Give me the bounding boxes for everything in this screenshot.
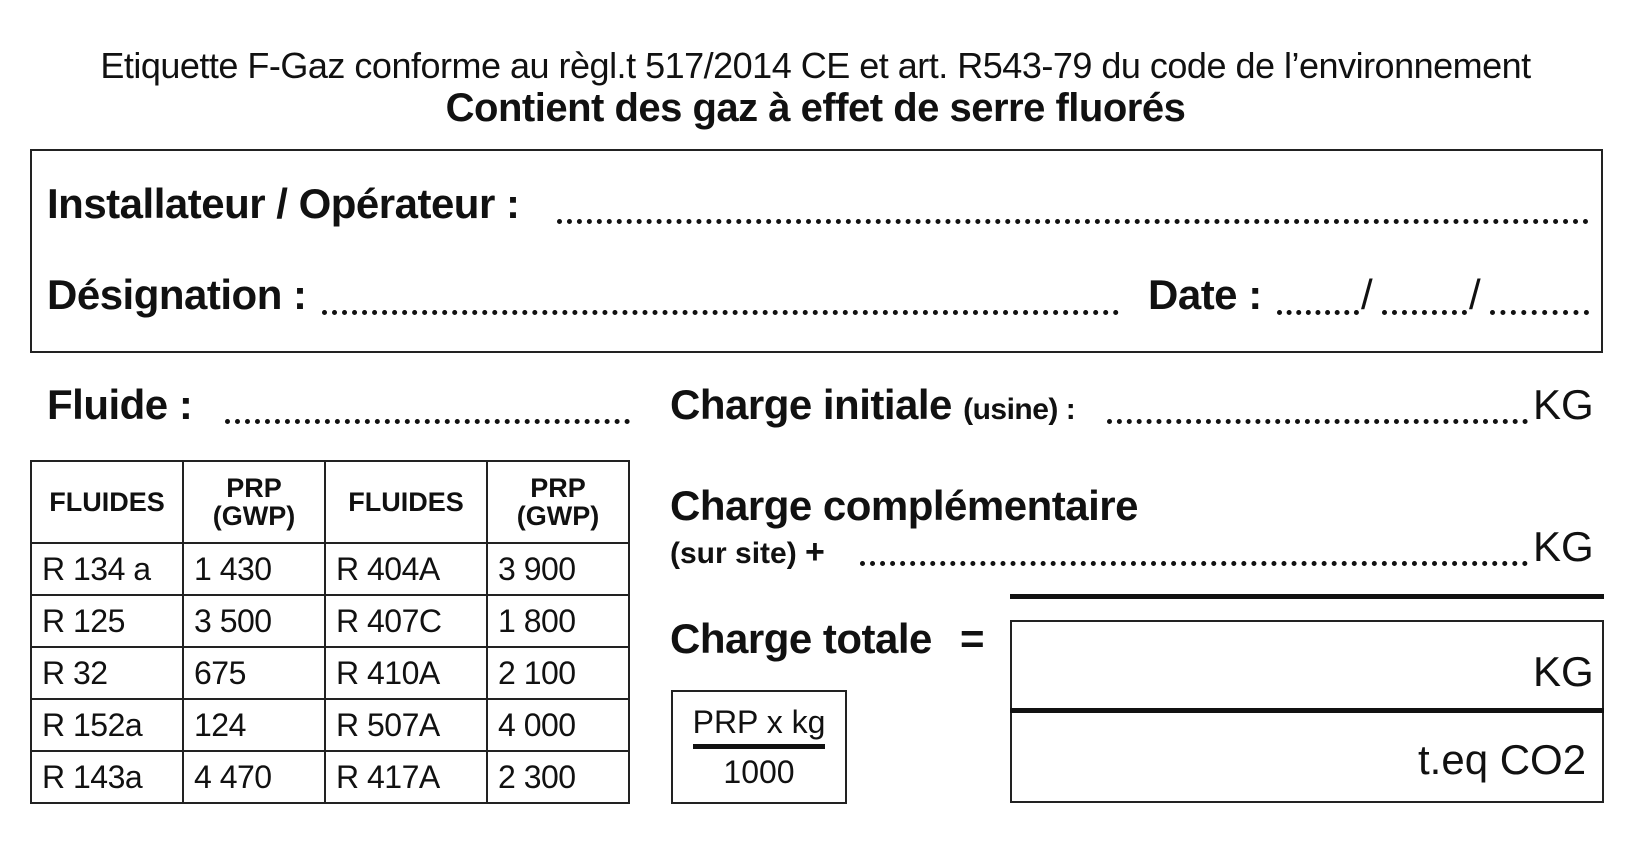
sum-line: [1010, 594, 1604, 599]
table-row: [31, 647, 629, 699]
table-cell: R 143a: [31, 751, 183, 803]
initial-charge-field[interactable]: [1107, 419, 1528, 424]
installer-field[interactable]: [557, 219, 1589, 224]
designation-label: Désignation :: [47, 271, 307, 318]
date-day-field[interactable]: [1277, 310, 1359, 315]
table-cell: R 404A: [325, 543, 487, 595]
date-year-field[interactable]: [1490, 310, 1589, 315]
total-divider: [1010, 708, 1604, 713]
site-note: (sur site): [670, 537, 797, 570]
total-co2-unit: t.eq CO2: [1418, 736, 1587, 783]
fluid-label: Fluide :: [47, 381, 193, 428]
table-row: [31, 543, 629, 595]
table-cell: 124: [183, 699, 325, 751]
complementary-charge-label: Charge complémentaire: [670, 482, 1138, 529]
table-cell: 3 500: [183, 595, 325, 647]
table-cell: R 152a: [31, 699, 183, 751]
table-cell: 3 900: [487, 543, 629, 595]
fluid-field[interactable]: [225, 419, 630, 424]
column-header: FLUIDES: [325, 461, 487, 543]
complementary-charge-unit: KG: [1533, 523, 1594, 570]
initial-charge-unit: KG: [1533, 381, 1594, 428]
table-cell: R 410A: [325, 647, 487, 699]
table-cell: 4 000: [487, 699, 629, 751]
total-kg-unit: KG: [1533, 648, 1594, 695]
initial-charge-title: Charge initiale: [670, 381, 952, 428]
table-row: [31, 751, 629, 803]
equals-sign: =: [960, 615, 985, 662]
table-row: [31, 699, 629, 751]
designation-field[interactable]: [322, 310, 1119, 315]
date-separator: /: [1361, 271, 1373, 318]
fluid-gwp-table: [30, 460, 630, 804]
regulation-line: Etiquette F-Gaz conforme au règl.t 517/2014 CE et art. R543-79 du code de l’environnement: [100, 45, 1531, 86]
table-cell: R 417A: [325, 751, 487, 803]
table-header-row: [31, 461, 629, 543]
table-cell: 1 800: [487, 595, 629, 647]
installer-label: Installateur / Opérateur :: [47, 180, 520, 227]
table-row: [31, 595, 629, 647]
formula-numerator: PRP x kg: [692, 704, 826, 740]
column-header: PRP (GWP): [487, 461, 629, 543]
plus-icon: +: [805, 533, 825, 571]
table-cell: 2 300: [487, 751, 629, 803]
fraction-bar: [693, 744, 825, 749]
table-cell: 675: [183, 647, 325, 699]
column-header: FLUIDES: [31, 461, 183, 543]
date-separator: /: [1469, 271, 1481, 318]
table-cell: 1 430: [183, 543, 325, 595]
initial-charge-note: (usine) :: [963, 393, 1076, 426]
table-cell: R 507A: [325, 699, 487, 751]
formula-denominator: 1000: [723, 754, 795, 790]
gwp-formula: [671, 690, 847, 804]
table-cell: 4 470: [183, 751, 325, 803]
table-cell: R 134 a: [31, 543, 183, 595]
table-cell: 2 100: [487, 647, 629, 699]
table-cell: R 32: [31, 647, 183, 699]
initial-charge-label: [670, 381, 1075, 429]
total-charge-label: Charge totale: [670, 615, 932, 662]
label-title: Contient des gaz à effet de serre fluorés: [445, 86, 1186, 130]
date-label: Date :: [1148, 271, 1262, 318]
complementary-charge-note: [670, 533, 825, 572]
date-month-field[interactable]: [1382, 310, 1467, 315]
complementary-charge-field[interactable]: [860, 561, 1528, 566]
column-header: PRP (GWP): [183, 461, 325, 543]
table-cell: R 407C: [325, 595, 487, 647]
table-cell: R 125: [31, 595, 183, 647]
